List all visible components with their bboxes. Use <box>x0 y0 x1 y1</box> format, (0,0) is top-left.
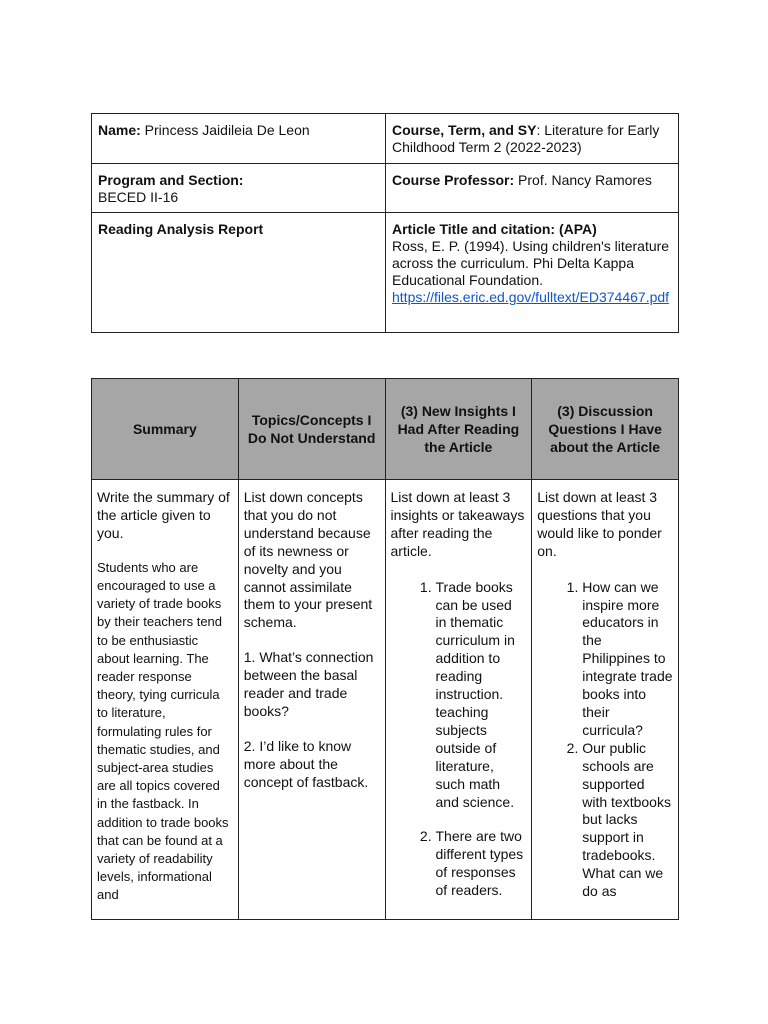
analysis-table <box>91 378 679 920</box>
program-cell <box>92 164 386 213</box>
header-questions: (3) Discussion Questions I Have about the Article <box>532 379 679 480</box>
professor-label: Course Professor: <box>392 172 515 188</box>
summary-text: Students who are encouraged to use a variety of trade books by their teachers tend to be enthusiastic about learning. The reader response theory, tying curricula to literature, formulating rules for thematic studies, and subject-area studies are all topics covered in the fastback. In addition to trade books that can be found at a variety of readability levels, informational and <box>97 559 229 903</box>
name-value: Princess Jaidileia De Leon <box>140 122 310 138</box>
info-row-name <box>92 114 679 164</box>
article-link[interactable]: https://files.eric.ed.gov/fulltext/ED374467.pdf <box>392 289 670 305</box>
report-label: Reading Analysis Report <box>98 221 264 237</box>
course-cell <box>386 114 679 164</box>
questions-cell <box>532 480 679 920</box>
name-label: Name: <box>98 122 141 138</box>
professor-cell <box>386 164 679 213</box>
header-insights: (3) New Insights I Had After Reading the Article <box>385 379 532 480</box>
question-item: 1. How can we inspire more educators in the Philippines to integrate trade books into their curricula? <box>582 579 673 740</box>
info-row-program <box>92 164 679 213</box>
insights-instruction: List down at least 3 insights or takeaways after reading the article. <box>390 489 525 559</box>
insights-cell <box>385 480 532 920</box>
topics-item-2: 2. I’d like to know more about the concept of fastback. <box>243 737 369 790</box>
analysis-header-row <box>92 379 679 480</box>
student-info-table <box>91 113 679 333</box>
insight-item: 2. There are two different types of responses of readers. <box>436 828 527 900</box>
analysis-body-row <box>92 480 679 920</box>
question-item: 2. Our public schools are supported with textbooks but lacks support in tradebooks. What can we do as <box>582 740 673 901</box>
course-label: Course, Term, and SY <box>392 122 537 138</box>
topics-item-1: 1. What’s connection between the basal reader and trade books? <box>243 649 374 719</box>
header-topics: Topics/Concepts I Do Not Understand <box>238 379 385 480</box>
insights-list <box>391 579 527 900</box>
summary-instruction: Write the summary of the article given to you. <box>97 489 230 541</box>
questions-list <box>537 579 673 901</box>
article-citation: Ross, E. P. (1994). Using children's literature across the curriculum. Phi Delta Kappa Educational Foundation. <box>392 238 670 288</box>
program-value: BECED II-16 <box>98 189 179 205</box>
article-cell <box>386 213 679 333</box>
summary-cell <box>92 480 239 920</box>
insight-item: 1. Trade books can be used in thematic curriculum in addition to reading instruction. teaching subjects outside of literature, such math and science. <box>436 579 527 812</box>
report-cell <box>92 213 386 333</box>
topics-cell <box>238 480 385 920</box>
professor-value: Prof. Nancy Ramores <box>514 172 652 188</box>
program-label: Program and Section: <box>98 172 244 188</box>
article-label: Article Title and citation: (APA) <box>392 221 597 237</box>
course-value: : Literature for Early Childhood Term 2 (2022-2023) <box>392 122 660 155</box>
questions-instruction: List down at least 3 questions that you would like to ponder on. <box>537 489 662 559</box>
topics-instruction: List down concepts that you do not understand because of its newness or novelty and you cannot assimilate them to your present schema. <box>243 489 373 631</box>
name-cell <box>92 114 386 164</box>
info-row-article <box>92 213 679 333</box>
header-summary: Summary <box>92 379 239 480</box>
